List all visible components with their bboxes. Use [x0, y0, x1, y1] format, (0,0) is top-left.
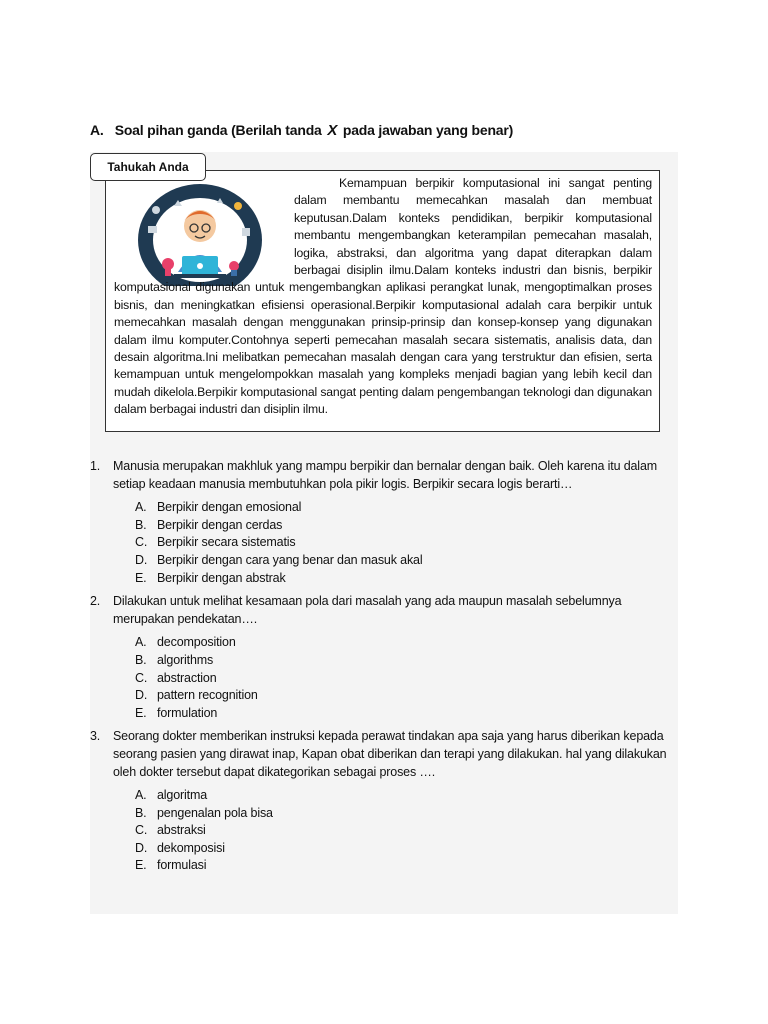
question-text: Seorang dokter memberikan instruksi kepada perawat tindakan apa saja yang harus diberikan kepada seorang pasien yang dirawat inap, Kapan obat diberikan dan terapi yang dilakukan. hal yang dilakukan oleh dokter tersebut dapat dikategorikan sebagai proses …. [113, 729, 667, 779]
info-paragraph-text: Kemampuan berpikir komputasional ini sangat penting dalam membantu memecahkan masalah dan membuat keputusan.Dalam konteks pendidikan, berpikir komputasional membantu mengembangkan keterampilan pemecahan masalah, logika, abstraksi, dan algoritma yang dapat diterapkan dalam berbagai disiplin ilmu.Dalam konteks industri dan bisnis, berpikir komputasional digunakan untuk mengembangkan aplikasi perangkat lunak, mengoptimalkan proses bisnis, dan meningkatkan efisiensi operasional.Berpikir komputasional adalah cara berpikir untuk memecahkan masalah dengan menggunakan prinsip-prinsip dan konsep-konsep yang digunakan dalam ilmu komputer.Contohnya seperti pemecahan masalah secara sistematis, analisis data, dan desain algoritma.Ini melibatkan pemecahan masalah dengan cara yang terstruktur dan efisien, serta kemampuan untuk mengelompokkan masalah yang kompleks menjadi bagian yang lebih kecil dan mudah dikelola.Berpikir komputasional sangat penting dalam pengembangan teknologi dan digunakan dalam berbagai industri dan disiplin ilmu. [114, 176, 652, 417]
option-a[interactable]: A. Berpikir dengan emosional [135, 500, 302, 515]
section-title [90, 122, 513, 139]
option-e[interactable]: E. formulasi [135, 858, 207, 873]
question-number: 3. [90, 729, 101, 744]
section-title-start: Soal pihan ganda (Berilah tanda [114, 122, 322, 138]
section-prefix: A. [90, 122, 104, 138]
option-d[interactable]: D. dekomposisi [135, 840, 225, 855]
option-a[interactable]: A. algoritma [135, 788, 208, 803]
question-text: Manusia merupakan makhluk yang mampu berpikir dan bernalar dengan baik. Oleh karena itu dalam setiap keadaan manusia membutuhkan pola pikir logis. Berpikir secara logis berarti… [113, 459, 658, 491]
option-e[interactable]: E. Berpikir dengan abstrak [135, 570, 286, 585]
question-number: 1. [90, 459, 101, 473]
question-3 [90, 728, 680, 875]
option-a[interactable]: A. decomposition [135, 635, 236, 650]
option-d[interactable]: D. Berpikir dengan cara yang benar dan masuk akal [135, 552, 423, 567]
option-b[interactable]: B. pengenalan pola bisa [135, 805, 273, 820]
option-c[interactable]: C. Berpikir secara sistematis [135, 535, 296, 550]
option-b[interactable]: B. algorithms [135, 652, 214, 667]
section-title-end: pada jawaban yang benar) [342, 122, 514, 138]
info-tab: Tahukah Anda [90, 153, 206, 181]
question-number: 2. [90, 594, 101, 609]
option-list [113, 634, 680, 722]
question-text: Dilakukan untuk melihat kesamaan pola dari masalah yang ada maupun masalah sebelumnya merupakan pendekatan…. [113, 594, 622, 626]
question-2 [90, 593, 680, 722]
option-c[interactable]: C. abstraksi [135, 823, 206, 838]
option-b[interactable]: B. Berpikir dengan cerdas [135, 517, 283, 532]
answer-mark: X [327, 122, 338, 139]
option-e[interactable]: E. formulation [135, 705, 218, 720]
option-list [113, 499, 680, 587]
question-1 [90, 458, 680, 587]
question-list [90, 458, 680, 881]
option-list [113, 787, 680, 875]
info-paragraph [114, 175, 652, 419]
option-d[interactable]: D. pattern recognition [135, 688, 258, 703]
option-c[interactable]: C. abstraction [135, 670, 217, 685]
